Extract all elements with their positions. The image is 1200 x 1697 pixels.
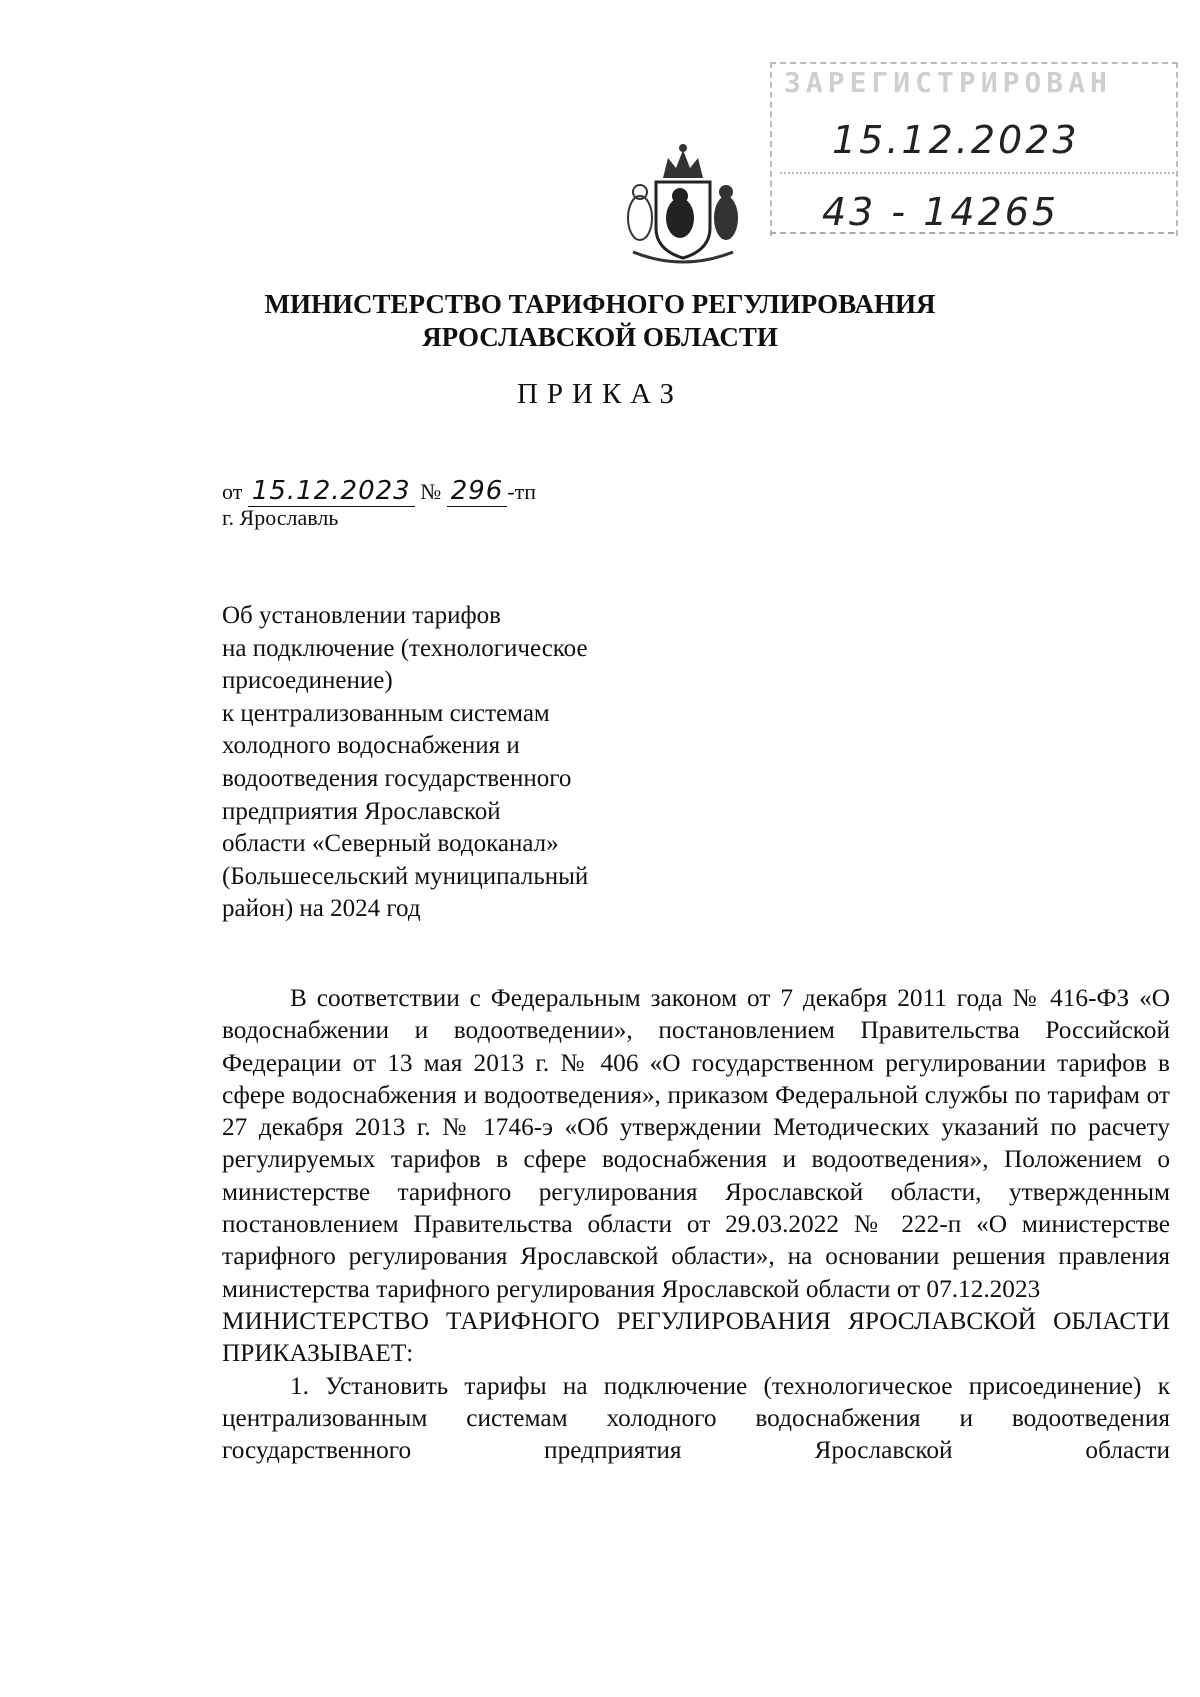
subject-line: области «Северный водоканал» bbox=[222, 830, 559, 858]
order-date-line bbox=[222, 476, 536, 506]
preamble-paragraph: В соответствии с Федеральным законом от 7 декабря 2011 года № 416-ФЗ «О водоснабжении и водоотведении», постановлением Правительства Российской Федерации от 13 мая 2013 г. № 406 «О государственном регулировании тарифов в сфере водоснабжения и водоотведения», приказом Федеральной службы по тарифам от 27 декабря 2013 г. № 1746-э «Об утверждении Методических указаний по расчету регулируемых тарифов в сфере водоснабжения и водоотведения», Положением о министерстве тарифного регулирования Ярославской области, утвержденным постановлением Правительства области от 29.03.2022 № 222-п «О министерстве тарифного регулирования Ярославской области», на основании решения правления министерства тарифного регулирования Ярославской области от 07.12.2023 bbox=[222, 984, 1170, 1303]
order-number-suffix: -тп bbox=[507, 479, 537, 504]
subject-line: (Большесельский муниципальный bbox=[222, 862, 589, 890]
order-subject bbox=[222, 600, 652, 926]
subject-line: на подключение (технологическое bbox=[222, 634, 588, 662]
order-city: г. Ярославль bbox=[222, 505, 339, 530]
subject-line: водоотведения государственного bbox=[222, 764, 572, 792]
order-number-sign: № bbox=[420, 479, 442, 504]
subject-line: район) на 2024 год bbox=[222, 895, 421, 923]
subject-line: предприятия Ярославской bbox=[222, 797, 501, 825]
subject-line: холодного водоснабжения и bbox=[222, 732, 520, 760]
stamp-divider bbox=[780, 172, 1174, 174]
stamp-title: ЗАРЕГИСТРИРОВАН bbox=[784, 66, 1112, 99]
ministry-name-line2: ЯРОСЛАВСКОЙ ОБЛАСТИ bbox=[422, 322, 778, 352]
item-1-paragraph: 1. Установить тарифы на подключение (технологическое присоединение) к централизованным системам холодного водоснабжения и водоотведения государственного предприятия Ярославской области bbox=[222, 1371, 1170, 1465]
orders-statement: МИНИСТЕРСТВО ТАРИФНОГО РЕГУЛИРОВАНИЯ ЯРОСЛАВСКОЙ ОБЛАСТИ ПРИКАЗЫВАЕТ: bbox=[222, 1306, 1170, 1368]
coat-of-arms-icon bbox=[618, 140, 748, 270]
order-number: 296 bbox=[447, 476, 508, 507]
stamp-registration-number: 43 - 14265 bbox=[822, 190, 1060, 234]
order-body bbox=[222, 982, 1170, 1466]
order-date-prefix: от bbox=[222, 479, 243, 504]
order-date: 15.12.2023 bbox=[248, 476, 415, 507]
subject-line: присоединение) bbox=[222, 667, 393, 695]
ministry-header bbox=[0, 288, 1200, 354]
document-type: ПРИКАЗ bbox=[516, 378, 684, 410]
subject-line: к централизованным системам bbox=[222, 699, 550, 727]
registration-stamp bbox=[770, 62, 1178, 238]
stamp-registration-date: 15.12.2023 bbox=[832, 118, 1080, 162]
stamp-bottom-border bbox=[770, 232, 1174, 234]
subject-line: Об установлении тарифов bbox=[222, 602, 501, 629]
ministry-name-line1: МИНИСТЕРСТВО ТАРИФНОГО РЕГУЛИРОВАНИЯ bbox=[264, 289, 936, 319]
